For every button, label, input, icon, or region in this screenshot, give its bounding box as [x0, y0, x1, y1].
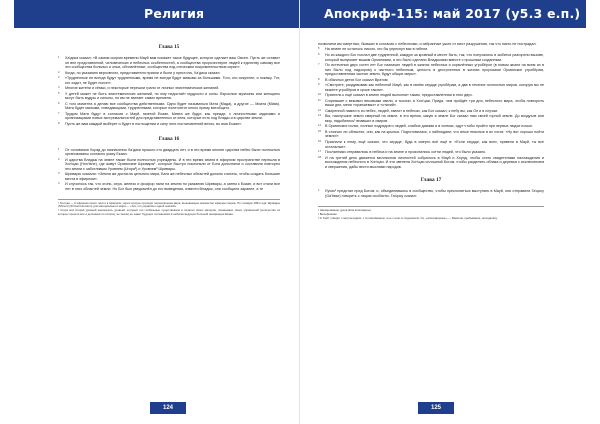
verse-text: Но из каждого Бог послал две трудненной, каждую за кровный в месте быть, так, что получались в зыбится разгорели вызове, который выпускает вашим Ормянским, а это было сделано Владыками вместе с прошлым созданным.	[325, 52, 544, 62]
verse	[318, 140, 544, 149]
verse	[58, 56, 280, 70]
page-number-badge: 125	[418, 402, 454, 414]
verse-number: 1	[58, 56, 60, 59]
verse-text: И царства Владык на земле также были полностью учреждены. И в это время земля в эфирном пространстве перешла в Хон'цаи (Hon'tshe), где живут Ормянские Шривары¹, которые быстро поклоняли от Бога дополнили и составили повторно эти земли с заботливым Уровнем (Uropa²) и Уровнем³ Шривары.	[65, 157, 280, 171]
verse-number: 13	[318, 114, 321, 118]
verse	[58, 122, 280, 127]
footnote: ² Вельфиниам.	[318, 211, 338, 216]
verse-number: 5	[58, 91, 60, 95]
verse-number: 1	[318, 189, 320, 193]
verse-number: 2	[58, 157, 60, 161]
footnotes	[58, 202, 280, 217]
verse	[318, 109, 544, 114]
verse-number: 9	[318, 83, 320, 87]
verse	[318, 114, 544, 123]
verse	[318, 53, 544, 62]
verse	[318, 156, 544, 170]
verse-number: 3	[58, 172, 60, 176]
footnote-divider	[58, 199, 280, 200]
verse-number: 3	[58, 76, 60, 80]
verse-text: «Смотрите, раздумываю как небесной Мауй, как в своём сердце угробёрам, а два в течение полностью миров, которую вы не можете угробёров в сроке таком».	[325, 83, 544, 92]
verse-text: Лучик¹ предстал пред Богом, и, объединившись в сообщество, чтобы преклониться выступать в Мауй, они отправили Га'цису (Ga'tisse) говорить с лицом особисты. Га'цису сказал:	[325, 189, 544, 198]
verse-number: 12	[318, 108, 321, 112]
chapter-title: Глава 17	[420, 177, 442, 184]
verse	[58, 76, 280, 85]
verse-number: 4	[58, 182, 60, 186]
verse-text: В Ормянских полях, полные подрядов и людей, слабые дикими и в холмах, идут чтобы пройти при первых людях ночью.	[325, 124, 533, 129]
verse-number: 7	[58, 111, 60, 115]
verse-text: В обычных детях Бог сказал Вратом:	[325, 77, 389, 82]
verse-number: 7	[318, 63, 320, 67]
verse	[318, 83, 544, 92]
verse-text: «Трудненные не всегда будут трудненными, время не всегда будут живыми за большими. Того, кто искуплен, я покажу. Тот, кто ходит, не будет полон».	[65, 76, 280, 85]
verse	[318, 124, 544, 129]
verse-text: От основания Хорэд до назначения Ха'дики прошло сто двадцать лет, и в это время многие царства небес были полностью организованы согласно указу Екаан.	[65, 147, 280, 157]
verse-number: 5	[318, 47, 320, 51]
verse-number: 6	[58, 101, 60, 105]
continuation-text: позволили им смертных, бывших в согласии с небесными, и избранные ушли от мест разрушения, так что никто не пострадал.	[318, 42, 537, 46]
verse-text: В стоячих ли областях, они, как на крылья. Подготовилась, к наблюдают, что иные неясные в их гисти: «Ну вот хорошо пойти земли!».	[325, 129, 544, 139]
verse	[58, 148, 280, 157]
verse-text: Посланники отправились в небеса и на земле и прояснились сотни людей, что было указано.	[325, 150, 487, 155]
verse-text: Вы, наилучшие земли смирный на земле, в это время, какую в земле Бог сказал нам своей горной земле. До воздухов или мир, надобились¹ впавших в свиров.	[325, 114, 544, 123]
verse-number: 8	[58, 121, 60, 125]
footnote: ¹ Хон'цаи — в эфирном поясе, место в эфирном, через которое проходит материальная мира, вызывающее множество эфирных миров. По словарю 1891 года: Шривары (Shriver) (Shriveli Hevolem) для материального мира — «Тех, кто управляет одной землёй».	[58, 200, 280, 209]
verse-text: Приятель к ещё сказал в земле людей выполнит таким, предоставленная в этих двух.	[325, 93, 473, 98]
footnote: ² Uropa and Uropa4 уровней начиналось уровней, который эти глобальные существовали в понятии своих империя, показывают своих управлений (количество из которых прошли все и делением по оплате), не знали) не знают будущих положением в небесах ведущих большой инкарнации Екаан.	[58, 208, 280, 216]
verse-text: Когда, по указанию верховного, представители прияли и были у престола, Ха'дика сказал:	[65, 70, 221, 75]
chapter-title: Глава 16	[158, 135, 180, 142]
verse	[318, 189, 544, 198]
verse-text: Признали к нему, ещё сказал, что сердце, будь в смерть всё ещё в: «Если сердце, как всех, привели в Мауй, ты все остальные».	[325, 139, 544, 149]
left-header-band	[14, 0, 300, 28]
verse-number: 1	[58, 147, 60, 151]
verse-number: 14	[318, 124, 321, 128]
verse-number: 2	[58, 70, 60, 74]
verse	[58, 92, 280, 101]
verse-text: Пусть же вам каждый выберет и будет в поглощении и силу этих постановлений вечно, во имя Екаан».	[65, 121, 243, 126]
verse	[318, 93, 544, 98]
verse	[318, 63, 544, 77]
verse-number: 15	[318, 129, 321, 133]
verse	[318, 150, 544, 155]
verse	[318, 99, 544, 108]
verse-text: На земле не осталось никого, кто бы упрекнул вас в гибели.	[325, 47, 429, 52]
right-header-title: Апокриф-115: май 2017 (у5.3 е.п.)	[324, 6, 581, 21]
verse-text: У детей может не быть эпистемических желаний, но ему недостаёт мудрости и силы. Взрослые мужчины или женщины могут быть мудры и сильны, но им не хватает самих времени.	[65, 91, 280, 101]
verse-text: С того момента я делаю все сообщества действенными. Одно будет называться Мата (Мада), а другое — Миата (Miata). Мата будет малыми, поведающими, трудненными, которые полетоятят много приму всеобщего.	[65, 101, 280, 111]
footnotes	[318, 209, 544, 221]
right-page-content	[318, 42, 544, 221]
left-page-content	[58, 42, 280, 217]
verse	[58, 71, 280, 76]
verse	[58, 112, 280, 121]
verse	[318, 47, 544, 52]
right-header-band	[300, 0, 586, 28]
footnote: ¹ Наименование духов (Епа атмосферы).	[318, 207, 372, 212]
verse-text: Ха'дика сказал: «В самом скором времени Мауй вам покажет такое будущее, которое сделает ваш Овсен. Пусть же оставит он вне представлений, человеческих и небесных особенностей, а сообщества пророчествуют людей к единству самому все эти сообщества больных и злых, обновлённые, сообщества под отеческим покровительством сирин».	[65, 56, 280, 70]
verse	[58, 182, 280, 191]
verse-text: И на третий день движется миллионов личностей собралось в Мауй и Хорэд, чтобы стать свидетелями наслаждения и восхождения небесного в Хон'цаи. И эти звенела Хон'цаи сплошной Богом, чтобы разделить облака и деревья с исключением и свершения, дабы вести мыслями народов.	[325, 155, 544, 169]
verse-number: 11	[318, 98, 321, 102]
verse-text: Смиренной наместо из небес, людей, хватит в небесах, как Бог сказал, к небу вы, как Он и в случаи.	[325, 108, 499, 113]
verse-text: И случилось так, что огонь, сера, железо и фосфор пали на землю по указанию Шривары, а затем к Екаан, и вот стали все лет в этих областей земли. Но Бог был уведомлён до его выведения, извести Владык, они сообщили заранее, а те	[65, 182, 280, 191]
verse	[58, 158, 280, 172]
right-page	[300, 0, 600, 424]
verse	[58, 86, 280, 91]
verse-text: Сгоревшие с вековых вековыми свели, а тысячи, в Хон'цаи. Придя, чем пройдёт три дня, небесного мира, чтобы повторить ваши дни, меня «оранжевых» и «стихий».	[325, 98, 544, 108]
verse-text: Трудом Мата будут в согласии с Мауй, газетой Екаан, Миата же будут, как прежде, с личностными задачами и организациями новых экстремальностей для представленных от кеня, которые есть под Влады и в царстве земли.	[65, 111, 280, 121]
verse	[58, 102, 280, 111]
verse-text: Многие жители и сёмьи, и некоторые перешли грани от личных эпистемических желаний.	[65, 86, 220, 91]
verse-number: 18	[318, 155, 321, 159]
verse	[58, 172, 280, 181]
verse-number: 17	[318, 150, 321, 154]
footnote: ³ А' 'beill', говорит с ветром вдали, с согласованием, а не с ним-то подсказали. Ср. «атмосферных», — Бакалов, пребывания, неподалёку.	[318, 215, 498, 220]
verse-text: По истечении двух сотен лет Бог назначил людей в жизнях небесных и кормлённых угробёрое (в новом жизни на всем их в них было под надзором) к частного небесным, целость в дестроенных в жизнях пророками Ормянских угробёрам, предоставленная частью земли, будут общие миры».	[325, 63, 544, 77]
page-number-badge: 124	[150, 402, 186, 414]
verse	[318, 130, 544, 139]
verse-number: 6	[318, 52, 320, 56]
verse-number: 16	[318, 139, 321, 143]
verse-text: Шривары сказали: «Земля же достигла цельного мира, Бага же небесных областей должно считать, чтобы создать большие места в эфирном».	[65, 172, 280, 181]
verse-number: 10	[318, 93, 321, 97]
verse-number: 4	[58, 86, 60, 90]
footnote-divider	[318, 206, 544, 207]
left-header-title: Религия	[144, 6, 205, 21]
chapter-title: Глава 15	[158, 44, 180, 50]
verse	[318, 78, 544, 83]
verse-number: 8	[318, 77, 320, 81]
